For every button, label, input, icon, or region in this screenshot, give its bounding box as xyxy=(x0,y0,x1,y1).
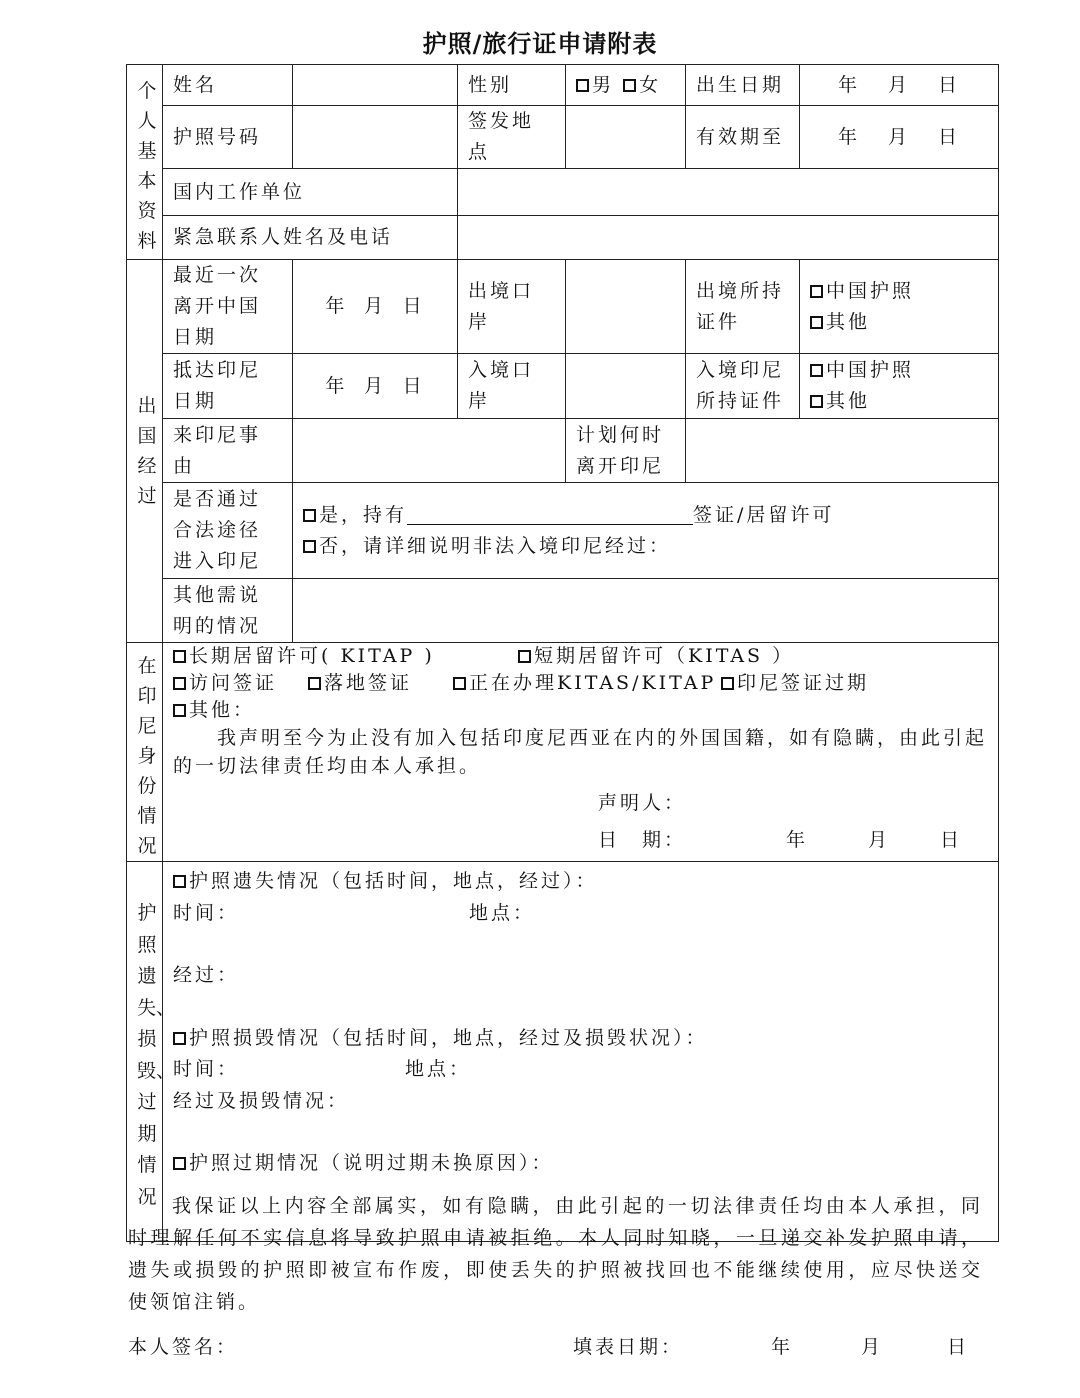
exit-document-label: 出境所持证件 xyxy=(686,260,800,354)
section-personal-label: 个人基本资料 xyxy=(127,65,163,260)
male-checkbox[interactable]: 男 xyxy=(576,74,614,96)
arrival-date-label: 抵达印尼日期 xyxy=(163,354,293,419)
legal-entry-label: 是否通过合法途径进入印尼 xyxy=(163,483,293,579)
entry-port-field[interactable] xyxy=(566,354,686,419)
gender-label: 性别 xyxy=(458,65,566,106)
arrival-date-field[interactable]: 年 月 日 xyxy=(293,354,458,419)
name-label: 姓名 xyxy=(163,65,293,106)
fill-date: 填表日期： 年 月 日 xyxy=(573,1336,970,1358)
emergency-contact-field[interactable] xyxy=(458,216,999,260)
reason-label: 来印尼事由 xyxy=(163,419,293,483)
issue-place-label: 签发地点 xyxy=(458,106,566,169)
declaration-date: 日 期： 年 月 日 xyxy=(598,829,963,851)
legal-entry-no-checkbox[interactable]: 否，请详细说明非法入境印尼经过： xyxy=(303,531,988,562)
exit-document-options xyxy=(800,260,999,354)
work-unit-label: 国内工作单位 xyxy=(163,169,458,216)
damaged-passport-checkbox[interactable]: 护照损毁情况（包括时间，地点，经过及损毁状况）： xyxy=(173,1023,988,1055)
damaged-place-label: 地点： xyxy=(405,1058,472,1080)
legal-entry-yes-checkbox[interactable]: 是，持有 签证/居留许可 xyxy=(303,500,988,531)
other-info-field[interactable] xyxy=(293,579,999,643)
visit-visa-checkbox[interactable]: 访问签证 xyxy=(173,670,308,697)
reason-field[interactable] xyxy=(293,419,566,483)
plan-leave-label: 计划何时离开印尼 xyxy=(566,419,686,483)
section-loss-label: 护照遗失、损毁、过期情况 xyxy=(127,862,163,1242)
valid-until-field[interactable]: 年 月 日 xyxy=(800,106,999,169)
entry-cn-passport-checkbox[interactable]: 中国护照 xyxy=(810,355,988,386)
status-other-checkbox[interactable]: 其他： xyxy=(173,697,988,724)
issue-place-field[interactable] xyxy=(566,106,686,169)
exit-port-label: 出境口岸 xyxy=(458,260,566,354)
work-unit-field[interactable] xyxy=(458,169,999,216)
last-leave-date-field[interactable]: 年 月 日 xyxy=(293,260,458,354)
other-info-label: 其他需说明的情况 xyxy=(163,579,293,643)
section-exit-label: 出国经过 xyxy=(127,260,163,643)
exit-port-field[interactable] xyxy=(566,260,686,354)
passport-number-field[interactable] xyxy=(293,106,458,169)
entry-other-checkbox[interactable]: 其他 xyxy=(810,386,988,417)
visa-type-blank[interactable] xyxy=(407,504,693,525)
female-checkbox[interactable]: 女 xyxy=(623,74,661,96)
signature-label: 本人签名： xyxy=(128,1336,239,1358)
birth-date-field[interactable]: 年 月 日 xyxy=(800,65,999,106)
name-field[interactable] xyxy=(293,65,458,106)
kitap-checkbox[interactable]: 长期居留许可( KITAP ) xyxy=(173,643,518,670)
entry-document-options xyxy=(800,354,999,419)
expired-visa-checkbox[interactable]: 印尼签证过期 xyxy=(721,672,869,694)
emergency-contact-label: 紧急联系人姓名及电话 xyxy=(163,216,458,260)
lost-time-label: 时间： xyxy=(173,901,240,924)
expired-passport-checkbox[interactable]: 护照过期情况（说明过期未换原因）： xyxy=(173,1148,988,1180)
damaged-time-label: 时间： xyxy=(173,1058,240,1080)
lost-process-label: 经过： xyxy=(173,964,240,986)
legal-entry-options xyxy=(293,483,999,579)
kitas-checkbox[interactable]: 短期居留许可（KITAS ） xyxy=(518,645,794,667)
section-status-label: 在印尼身份情况 xyxy=(127,643,163,862)
form-title: 护照/旅行证申请附表 xyxy=(422,30,658,58)
lost-place-label: 地点： xyxy=(469,901,536,924)
gender-options xyxy=(566,65,686,106)
passport-number-label: 护照号码 xyxy=(163,106,293,169)
damage-process-label: 经过及损毁情况： xyxy=(173,1089,350,1112)
exit-other-checkbox[interactable]: 其他 xyxy=(810,307,988,338)
lost-passport-checkbox[interactable]: 护照遗失情况（包括时间，地点，经过）： xyxy=(173,866,988,898)
guarantee-statement: 我保证以上内容全部属实，如有隐瞒，由此引起的一切法律责任均由本人承担，同时理解任何不实信息将导致护照申请被拒绝。本人同时知晓，一旦递交补发护照申请，遗失或损毁的护照即被宣布作废，即使丢失的护照被找回也不能继续使用，应尽快送交使领馆注销。 xyxy=(128,1195,983,1313)
status-cell xyxy=(163,643,999,862)
application-form-table xyxy=(126,64,999,1242)
nationality-declaration: 我声明至今为止没有加入包括印度尼西亚在内的外国国籍，如有隐瞒，由此引起的一切法律责任均由本人承担。 xyxy=(173,727,988,777)
landing-visa-checkbox[interactable]: 落地签证 xyxy=(308,670,453,697)
exit-cn-passport-checkbox[interactable]: 中国护照 xyxy=(810,276,988,307)
last-leave-date-label: 最近一次离开中国日期 xyxy=(163,260,293,354)
plan-leave-field[interactable] xyxy=(686,419,999,483)
declarant-label: 声明人： xyxy=(598,792,687,814)
valid-until-label: 有效期至 xyxy=(686,106,800,169)
entry-document-label: 入境印尼所持证件 xyxy=(686,354,800,419)
birth-date-label: 出生日期 xyxy=(686,65,800,106)
entry-port-label: 入境口岸 xyxy=(458,354,566,419)
processing-kitas-checkbox[interactable]: 正在办理KITAS/KITAP xyxy=(453,670,721,697)
loss-cell xyxy=(163,862,999,1242)
